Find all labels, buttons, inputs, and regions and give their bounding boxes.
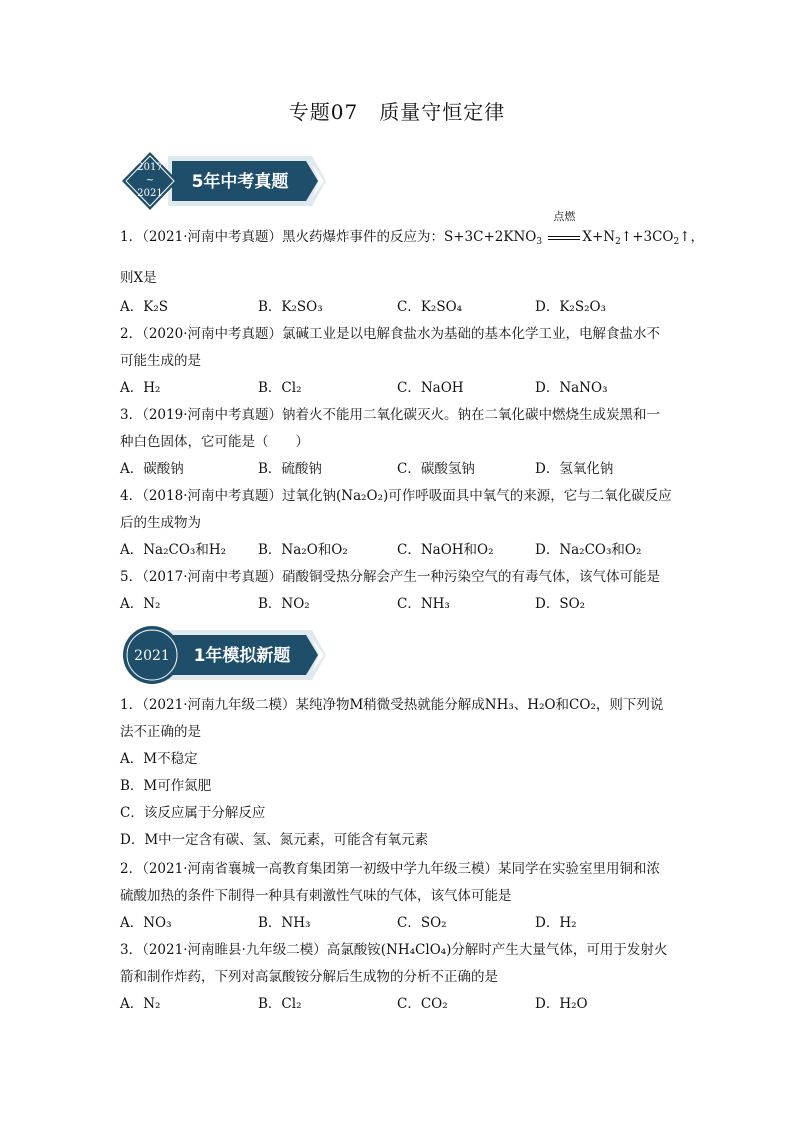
option-b[interactable]: B．K₂SO₃ bbox=[258, 299, 323, 315]
option-a[interactable]: A．H₂ bbox=[120, 380, 161, 396]
question-1-1-options bbox=[120, 294, 680, 321]
question-1-5 bbox=[120, 564, 680, 591]
question-1-2-line-1: 2．（2020·河南中考真题）氯碱工业是以电解食盐水为基础的基本化学工业，电解食盐水不 bbox=[120, 326, 660, 342]
option-d[interactable]: D．K₂S₂O₃ bbox=[535, 299, 606, 315]
option-b[interactable]: B．硫酸钠 bbox=[258, 461, 322, 477]
question-1-4-options bbox=[120, 537, 680, 564]
question-2-1-line-1: 1．（2021·河南九年级二模）某纯净物M稍微受热就能分解成NH₃、H₂O和CO₂，则下列说 bbox=[120, 697, 664, 713]
option-d[interactable]: D．NaNO₃ bbox=[535, 380, 608, 396]
question-1-2-options bbox=[120, 375, 680, 402]
banner-exam-label: 5年中考真题 bbox=[191, 172, 289, 192]
question-2-3-line-2: 箭和制作炸药，下列对高氯酸铵分解后生成物的分析不正确的是 bbox=[120, 969, 498, 985]
section-banner-mock bbox=[120, 624, 330, 686]
question-1-1-line-1: 1．（2021·河南中考真题）黑火药爆炸事件的反应为：$S+3C+2KNO_3$ 点燃 $X+N_2↑+3CO_2↑$， bbox=[120, 224, 680, 251]
option-a[interactable]: A．K₂S bbox=[120, 299, 168, 315]
question-1-4 bbox=[120, 483, 680, 537]
banner-exam-year-bottom: 2021 bbox=[137, 188, 163, 199]
option-c[interactable]: C．碳酸氢钠 bbox=[397, 461, 475, 477]
question-2-3-line-1: 3．（2021·河南睢县·九年级二模）高氯酸铵(NH₄ClO₄)分解时产生大量气体，可用于发射火 bbox=[120, 942, 668, 958]
section-banner-exam bbox=[120, 150, 330, 212]
question-2-2-options bbox=[120, 910, 680, 937]
question-2-1-line-2: 法不正确的是 bbox=[120, 724, 201, 740]
question-1-2 bbox=[120, 321, 680, 375]
question-1-4-line-1: 4．（2018·河南中考真题）过氧化钠(Na₂O₂)可作呼吸面具中氧气的来源，它与二氧化碳反应 bbox=[120, 488, 672, 504]
page-title: 专题07 质量守恒定律 bbox=[288, 100, 506, 124]
question-2-2 bbox=[120, 856, 680, 910]
banner-mock-graphic bbox=[120, 624, 330, 686]
option-c[interactable]: C．该反应属于分解反应 bbox=[120, 805, 266, 821]
banner-exam-year-tilde: ~ bbox=[145, 175, 155, 186]
option-d[interactable]: D．H₂O bbox=[535, 996, 588, 1012]
question-1-4-line-2: 后的生成物为 bbox=[120, 515, 201, 531]
option-d[interactable]: D．氢氧化钠 bbox=[535, 461, 614, 477]
question-1-3-line-1: 3．（2019·河南中考真题）钠着火不能用二氧化碳灭火。钠在二氧化碳中燃烧生成炭黑和一 bbox=[120, 407, 660, 423]
question-1-3-line-2: 种白色固体，它可能是（ ） bbox=[120, 434, 309, 450]
question-2-3-options bbox=[120, 991, 680, 1018]
option-b[interactable]: B．Cl₂ bbox=[258, 996, 302, 1012]
question-2-1 bbox=[120, 692, 680, 746]
reaction-condition: 点燃 bbox=[546, 224, 582, 251]
option-c[interactable]: C．NaOH bbox=[397, 380, 464, 396]
banner-exam-graphic bbox=[120, 150, 330, 212]
option-a[interactable]: A．N₂ bbox=[120, 996, 161, 1012]
option-c[interactable]: C．NH₃ bbox=[397, 596, 450, 612]
question-2-3 bbox=[120, 937, 680, 991]
option-b[interactable]: B．Na₂O和O₂ bbox=[258, 542, 348, 558]
option-b[interactable]: B．M可作氮肥 bbox=[120, 778, 212, 794]
option-d[interactable]: D．M中一定含有碳、氢、氮元素，可能含有氧元素 bbox=[120, 832, 429, 848]
option-b[interactable]: B．NO₂ bbox=[258, 596, 310, 612]
option-a[interactable]: A．NO₃ bbox=[120, 915, 172, 931]
option-c[interactable]: C．K₂SO₄ bbox=[397, 299, 463, 315]
option-d[interactable]: D．Na₂CO₃和O₂ bbox=[535, 542, 642, 558]
option-b[interactable]: B．Cl₂ bbox=[258, 380, 302, 396]
option-d[interactable]: D．H₂ bbox=[535, 915, 577, 931]
option-a[interactable]: A．M不稳定 bbox=[120, 751, 198, 767]
option-a[interactable]: A．N₂ bbox=[120, 596, 161, 612]
option-b[interactable]: B．NH₃ bbox=[258, 915, 311, 931]
option-a[interactable]: A．Na₂CO₃和H₂ bbox=[120, 542, 227, 558]
question-2-2-line-1: 2．（2021·河南省襄城一高教育集团第一初级中学九年级三模）某同学在实验室里用铜和浓 bbox=[120, 861, 660, 877]
question-1-1-line-2: 则X是 bbox=[120, 270, 157, 286]
question-1-5-options bbox=[120, 591, 680, 618]
question-1-2-line-2: 可能生成的是 bbox=[120, 353, 201, 369]
option-a[interactable]: A．碳酸钠 bbox=[120, 461, 184, 477]
option-c[interactable]: C．SO₂ bbox=[397, 915, 447, 931]
question-1-5-line-1: 5．（2017·河南中考真题）硝酸铜受热分解会产生一种污染空气的有毒气体，该气体可能是 bbox=[120, 569, 660, 585]
question-1-3 bbox=[120, 402, 680, 456]
banner-exam-year-top: 2017 bbox=[137, 162, 163, 173]
banner-mock-label: 1年模拟新题 bbox=[193, 646, 291, 666]
question-2-2-line-2: 硫酸加热的条件下制得一种具有刺激性气味的气体，该气体可能是 bbox=[120, 888, 512, 904]
option-c[interactable]: C．CO₂ bbox=[397, 996, 448, 1012]
option-c[interactable]: C．NaOH和O₂ bbox=[397, 542, 494, 558]
option-d[interactable]: D．SO₂ bbox=[535, 596, 586, 612]
banner-mock-year: 2021 bbox=[134, 648, 170, 664]
question-1-1 bbox=[120, 210, 705, 292]
question-1-3-options bbox=[120, 456, 680, 483]
